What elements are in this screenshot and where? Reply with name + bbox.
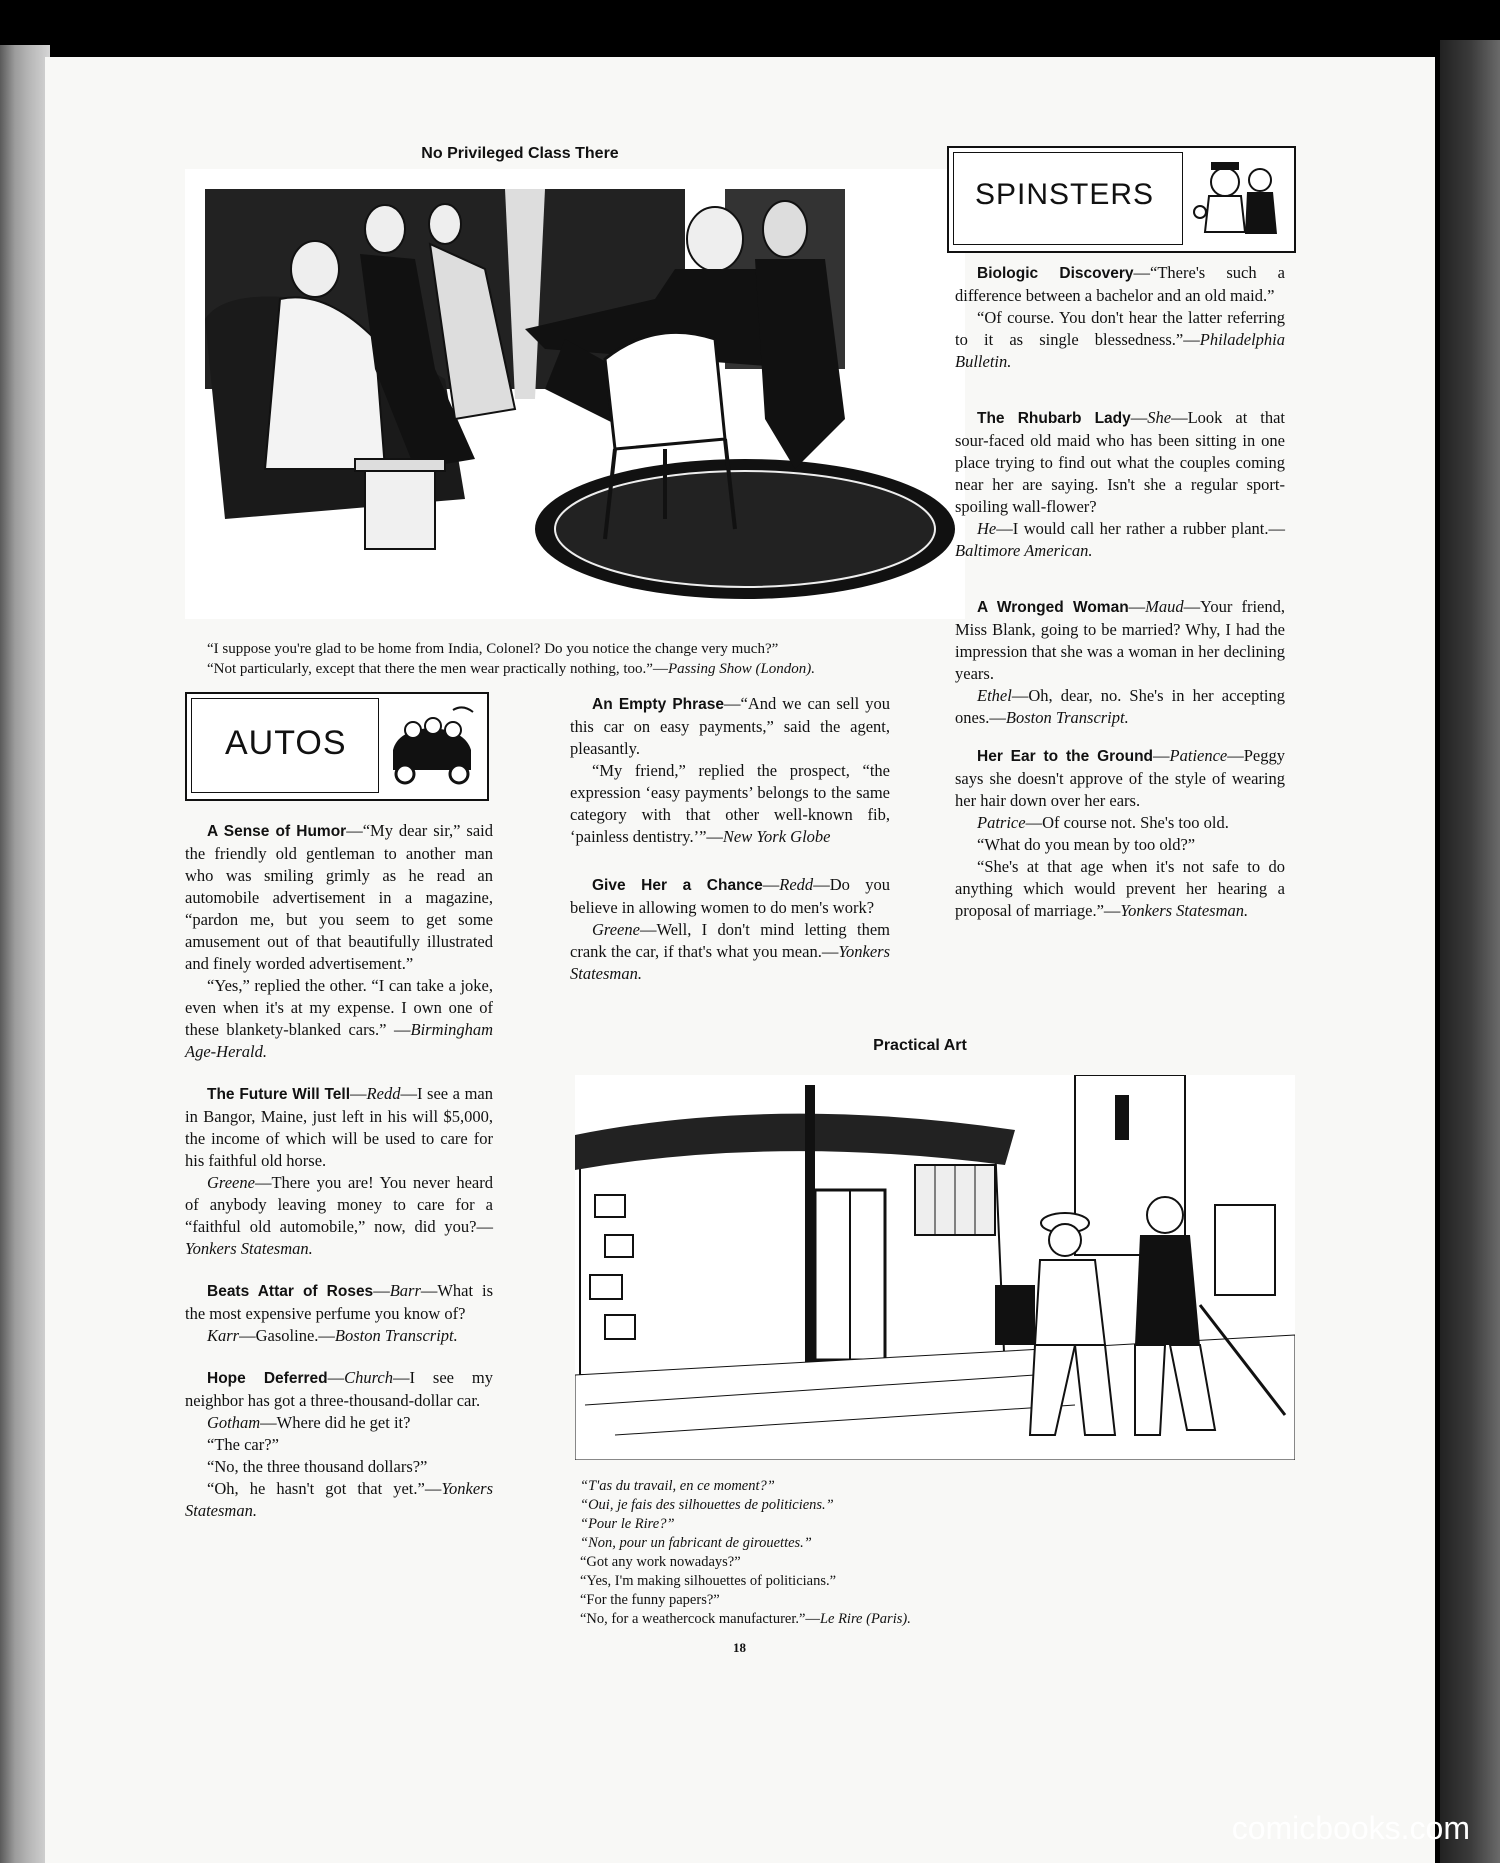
book-gutter-right <box>1440 40 1500 1863</box>
caption-french-1: “T'as du travail, en ce moment?” <box>580 1478 775 1494</box>
caption-line-1: “I suppose you're glad to be home from India, Colonel? Do you notice the change very much?” <box>207 641 779 657</box>
cartoon-title-top: No Privileged Class There <box>421 145 619 162</box>
caption-english-1: “Got any work nowadays?” <box>580 1554 741 1570</box>
joke-give-her-a-chance: Give Her a Chance—Redd—Do you believe in allowing women to do men's work? <box>570 875 890 917</box>
middle-column: An Empty Phrase—“And we can sell you this car on easy payments,” said the agent, pleasantly. “My friend,” replied the prospect, “the expression ‘easy payments’ belongs to the same category with that other well-known fib, ‘painless dentistry.’”—New York Globe Give Her a Chance—Redd—Do you believe in allowing women to do men's work? Greene—Well, I don't mind letting them crank the car, if that's what you mean.—Yonkers Statesman. <box>570 694 890 983</box>
watermark: comicbooks.com <box>1231 1810 1470 1846</box>
magazine-page <box>45 57 1435 1863</box>
joke-hope-deferred: Hope Deferred—Church—I see my neighbor has got a three-thousand-dollar car. <box>185 1368 493 1410</box>
cartoon-illustration-parlor <box>185 169 965 619</box>
spinsters-vignette-icon <box>1185 152 1285 244</box>
joke-wronged-woman: A Wronged Woman—Maud—Your friend, Miss Blank, going to be married? Why, I had the impression that she was a woman in her declining years. <box>955 597 1286 683</box>
caption-french-4: “Non, pour un fabricant de girouettes.” <box>580 1535 812 1551</box>
joke-sense-of-humor: A Sense of Humor—“My dear sir,” said the friendly old gentleman to another man who was smiling grimly as he read an automobile advertisement in a magazine, “pardon me, but you seem to get some amusement out of that beautifully illustrated and finely worded advertisement.” <box>185 821 493 973</box>
caption-french-2: “Oui, je fais des silhouettes de politiciens.” <box>580 1497 834 1513</box>
joke-beats-attar-of-roses: Beats Attar of Roses—Barr—What is the most expensive perfume you know of? <box>185 1281 493 1323</box>
caption-english-2: “Yes, I'm making silhouettes of politicians.” <box>580 1573 837 1589</box>
autos-car-vignette-icon <box>383 700 481 790</box>
caption-english-3: “For the funny papers?” <box>580 1592 720 1608</box>
cartoon-caption-top <box>185 639 965 679</box>
book-edge-left <box>0 45 50 1863</box>
caption-english-4: “No, for a weathercock manufacturer.”—Le Rire (Paris). <box>580 1611 911 1627</box>
spinsters-section-header <box>947 146 1296 253</box>
joke-future-will-tell: The Future Will Tell—Redd—I see a man in Bangor, Maine, just left in his will $5,000, the income of which will be used to care for his faithful old horse. <box>185 1084 493 1170</box>
autos-title: AUTOS <box>225 724 347 762</box>
autos-column: A Sense of Humor—“My dear sir,” said the friendly old gentleman to another man who was smiling grimly as he read an automobile advertisement in a magazine, “pardon me, but you seem to get some amusement out of that beautifully illustrated and finely worded advertisement.” “Yes,” replied the other. “I can take a joke, even when it's at my expense. I own one of these blankety-blanked cars.” —Birmingham Age-Herald. The Future Will Tell—Redd—I see a man in Bangor, Maine, just left in his will $5,000, the income of which will be used to care for his faithful old horse. Greene—There you are! You never heard of anybody leaving money to care for a “faithful old automobile,” now, did you?—Yonkers Statesman. Beats Attar of Roses—Barr—What is the most expensive perfume you know of? Karr—Gasoline.—Boston Transcript. Hope Deferred—Church—I see my neighbor has got a three-thousand-dollar car. Gotham—Where did he get it? “The car?” “No, the three thousand dollars?” “Oh, he hasn't got that yet.”—Yonkers Statesman. <box>185 821 493 1520</box>
caption-source: Passing Show (London). <box>667 661 816 677</box>
caption-french-3: “Pour le Rire?” <box>580 1516 675 1532</box>
caption-line-2: “Not particularly, except that there the men wear practically nothing, too.”—Passing Show (London). <box>207 661 816 677</box>
joke-her-ear-to-the-ground: Her Ear to the Ground—Patience—Peggy says she doesn't approve of the style of wearing her hair down over her ears. <box>955 746 1285 810</box>
joke-biologic-discovery: Biologic Discovery—“There's such a difference between a bachelor and an old maid.” <box>955 263 1285 305</box>
page-number: 18 <box>733 1640 746 1655</box>
spinsters-column: Biologic Discovery—“There's such a difference between a bachelor and an old maid.” “Of course. You don't hear the latter referring to it as single blessedness.”—Philadelphia Bulletin. The Rhubarb Lady—She—Look at that sour-faced old maid who has been sitting in one place trying to find out what the couples coming near her are saying. Isn't she a regular sport-spoiling wall-flower? He—I would call her rather a rubber plant.—Baltimore American. A Wronged Woman—Maud—Your friend, Miss Blank, going to be married? Why, I had the impression that she was a woman in her declining years. Ethel—Oh, dear, no. She's in her accepting ones.—Boston Transcript. Her Ear to the Ground—Patience—Peggy says she doesn't approve of the style of wearing her hair down over her ears. Patrice—Of course not. She's too old. “What do you mean by too old?” “She's at that age when it's not safe to do anything which would prevent her hearing a proposal of marriage.”—Yonkers Statesman. <box>955 263 1286 920</box>
cartoon-illustration-street <box>575 1075 1295 1460</box>
autos-section-header <box>185 692 489 801</box>
cartoon-caption-bottom <box>580 1477 1140 1629</box>
spinsters-title: SPINSTERS <box>975 178 1155 211</box>
joke-rhubarb-lady: The Rhubarb Lady—She—Look at that sour-faced old maid who has been sitting in one place trying to find out what the couples coming near her are saying. Isn't she a regular sport-spoiling wall-flower? <box>955 408 1285 516</box>
cartoon-title-bottom: Practical Art <box>873 1037 967 1054</box>
joke-empty-phrase: An Empty Phrase—“And we can sell you this car on easy payments,” said the agent, pleasantly. <box>570 694 890 758</box>
